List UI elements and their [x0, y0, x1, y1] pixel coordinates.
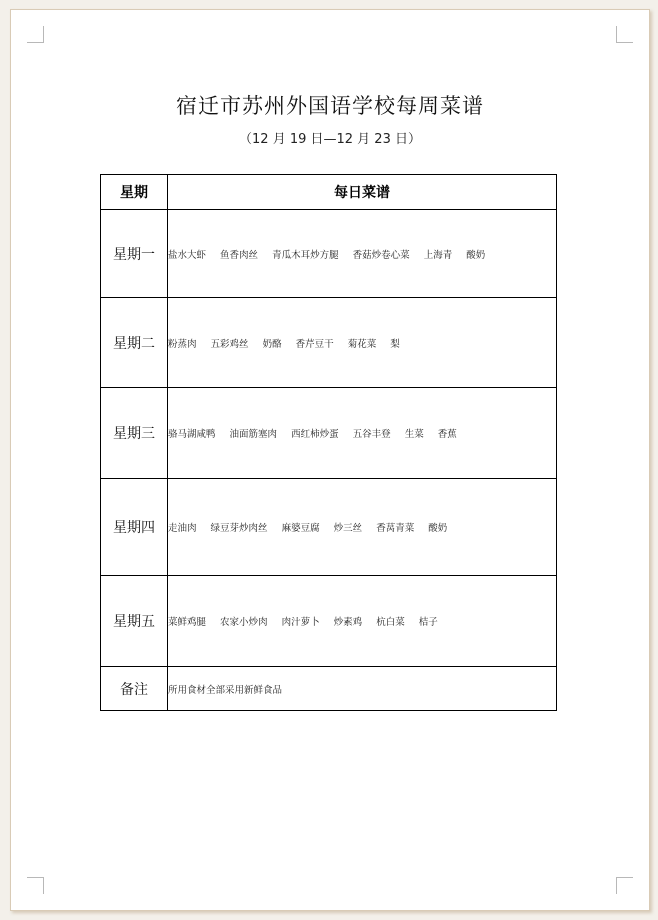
header-day: 星期 [101, 175, 168, 210]
dish-item: 酸奶 [428, 523, 448, 534]
note-row [101, 667, 557, 711]
dishes-cell [168, 298, 557, 388]
document-page [10, 9, 650, 911]
dish-item: 油面筋塞肉 [229, 429, 278, 440]
dish-item: 肉汁萝卜 [281, 617, 320, 628]
dish-item: 五彩鸡丝 [210, 338, 249, 350]
dish-item: 香芹豆干 [295, 338, 334, 350]
day-cell: 星期一 [101, 210, 168, 298]
dishes-cell [168, 479, 557, 576]
dish-item: 鱼香肉丝 [220, 249, 259, 261]
crop-mark-top-right [616, 26, 633, 43]
table-row [101, 388, 557, 479]
dish-item: 香菇炒卷心菜 [352, 249, 410, 261]
dishes-cell [168, 576, 557, 667]
dish-item: 香蕉 [437, 429, 457, 440]
dish-item: 绿豆芽炒肉丝 [210, 523, 268, 534]
dish-item: 农家小炒肉 [220, 617, 268, 628]
dish-item: 酸奶 [466, 249, 486, 261]
dish-item: 奶酪 [262, 338, 282, 350]
dish-item: 骆马湖咸鸭 [168, 429, 216, 440]
table-row [101, 298, 557, 388]
day-cell: 星期五 [101, 576, 168, 667]
note-text: 所用食材全部采用新鲜食品 [168, 667, 557, 711]
day-cell: 星期四 [101, 479, 168, 576]
day-cell: 星期二 [101, 298, 168, 388]
dish-item: 麻婆豆腐 [281, 523, 320, 534]
crop-mark-bottom-left [27, 877, 44, 894]
header-menu: 每日菜谱 [168, 175, 557, 210]
dish-item: 青瓜木耳炒方腿 [272, 249, 339, 261]
dish-item: 生菜 [404, 429, 424, 440]
dish-item: 走油肉 [168, 523, 197, 534]
dish-item: 西红柿炒蛋 [291, 429, 339, 440]
date-range: （12 月 19 日—12 月 23 日） [239, 132, 421, 147]
table-row [101, 576, 557, 667]
document-title: 宿迁市苏州外国语学校每周菜谱 [176, 94, 484, 118]
day-cell: 星期三 [101, 388, 168, 479]
dish-item: 香莴青菜 [376, 523, 415, 534]
dish-item: 菜鲜鸡腿 [168, 617, 207, 628]
dishes-cell [168, 210, 557, 298]
dishes-cell [168, 388, 557, 479]
dish-item: 五谷丰登 [352, 429, 391, 440]
table-row [101, 479, 557, 576]
dish-item: 炒素鸡 [333, 617, 363, 628]
crop-mark-top-left [27, 26, 44, 43]
dish-item: 炒三丝 [333, 523, 363, 534]
dish-item: 杭白菜 [376, 617, 405, 628]
dish-item: 粉蒸肉 [168, 338, 197, 350]
dish-item: 盐水大虾 [168, 249, 207, 261]
dish-item: 桔子 [418, 617, 438, 628]
crop-mark-bottom-right [616, 877, 633, 894]
dish-item: 梨 [390, 338, 400, 350]
weekly-menu-table [100, 174, 557, 711]
table-row [101, 210, 557, 298]
dish-item: 菊花菜 [347, 338, 377, 350]
dish-item: 上海青 [423, 249, 453, 261]
note-label: 备注 [101, 667, 168, 711]
table-header-row [101, 175, 557, 210]
